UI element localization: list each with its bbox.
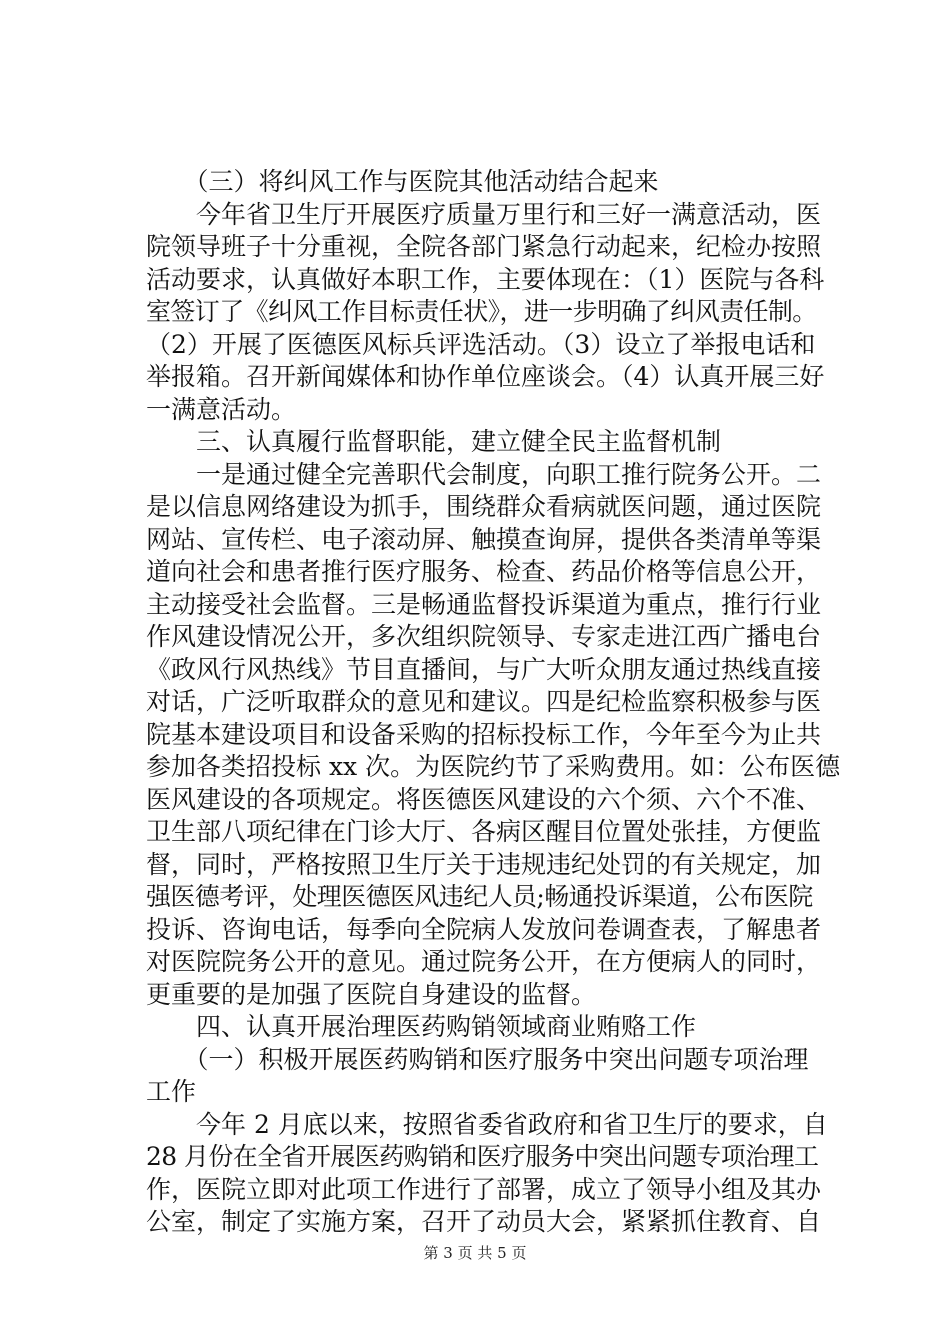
text-line: （三）将纠风工作与医院其他活动结合起来	[146, 167, 659, 196]
text-line: 一是通过健全完善职代会制度，向职工推行院务公开。二	[146, 459, 822, 489]
text-line: 对医院院务公开的意见。通过院务公开，在方便病人的同时，	[146, 947, 822, 976]
text-line: 道向社会和患者推行医疗服务、检查、药品价格等信息公开，	[146, 557, 822, 586]
text-line: 医风建设的各项规定。将医德医风建设的六个须、六个不准、	[146, 784, 822, 814]
text-line: 今年 2 月底以来，按照省委省政府和省卫生厅的要求，自	[146, 1109, 828, 1139]
text-line: 投诉、咨询电话，每季向全院病人发放问卷调查表，了解患者	[146, 914, 822, 944]
text-line: （一）积极开展医药购销和医疗服务中突出问题专项治理	[146, 1044, 809, 1074]
text-line: 三、认真履行监督职能，建立健全民主监督机制	[146, 427, 722, 456]
text-line: （2）开展了医德医风标兵评选活动。（3）设立了举报电话和	[146, 329, 816, 359]
page-number-footer: 第 3 页 共 5 页	[423, 1244, 527, 1262]
text-line: 参加各类招投标 xx 次。为医院约节了采购费用。如：公布医德	[146, 752, 841, 781]
text-line: 强医德考评，处理医德医风违纪人员;畅通投诉渠道，公布医院	[146, 882, 813, 911]
text-line: 作，医院立即对此项工作进行了部署，成立了领导小组及其办	[146, 1174, 822, 1204]
text-line: 督，同时，严格按照卫生厅关于违规违纪处罚的有关规定，加	[146, 849, 822, 879]
text-line: 作风建设情况公开，多次组织院领导、专家走进江西广播电台	[146, 622, 822, 651]
document-body	[146, 166, 846, 1239]
text-line: 网站、宣传栏、电子滚动屏、触摸查询屏，提供各类清单等渠	[146, 524, 822, 554]
text-line: 院领导班子十分重视，全院各部门紧急行动起来，纪检办按照	[146, 232, 822, 261]
text-line: 更重要的是加强了医院自身建设的监督。	[146, 979, 597, 1009]
text-line: 对话，广泛听取群众的意见和建议。四是纪检监察积极参与医	[146, 687, 822, 716]
text-line: 工作	[146, 1077, 197, 1106]
text-line: 《政风行风热线》节目直播间，与广大听众朋友通过热线直接	[146, 654, 822, 684]
text-line: 今年省卫生厅开展医疗质量万里行和三好一满意活动，医	[146, 199, 822, 229]
text-line: 公室，制定了实施方案，召开了动员大会，紧紧抓住教育、自	[146, 1207, 822, 1236]
text-line: 举报箱。召开新闻媒体和协作单位座谈会。（4）认真开展三好	[146, 362, 825, 391]
text-line: 活动要求，认真做好本职工作，主要体现在：（1）医院与各科	[146, 264, 825, 294]
text-line: 四、认真开展治理医药购销领域商业贿赂工作	[146, 1012, 697, 1041]
text-line: 室签订了《纠风工作目标责任状》，进一步明确了纠风责任制。	[146, 297, 817, 326]
text-line: 一满意活动。	[146, 394, 297, 424]
text-line: 是以信息网络建设为抓手，围绕群众看病就医问题，通过医院	[146, 492, 822, 521]
text-line: 28 月份在全省开展医药购销和医疗服务中突出问题专项治理工	[146, 1142, 819, 1171]
text-line: 卫生部八项纪律在门诊大厅、各病区醒目位置处张挂，方便监	[146, 817, 822, 846]
text-line: 院基本建设项目和设备采购的招标投标工作，今年至今为止共	[146, 719, 822, 749]
text-line: 主动接受社会监督。三是畅通监督投诉渠道为重点，推行行业	[146, 589, 822, 619]
